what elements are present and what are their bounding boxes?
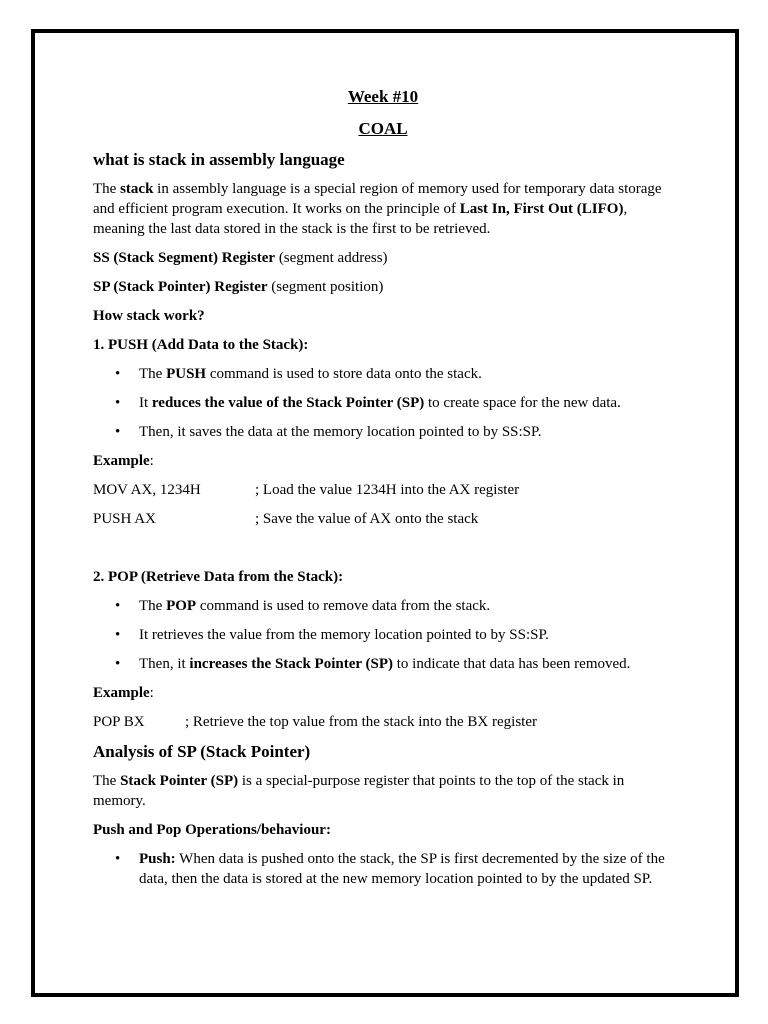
code-line (93, 509, 673, 529)
code-instruction: POP BX (93, 714, 145, 730)
pop-heading: 2. POP (Retrieve Data from the Stack): (93, 569, 344, 585)
pop-bullet-1: • The POP command is used to remove data from the stack. (93, 596, 673, 616)
code-comment: ; Retrieve the top value from the stack into the BX register (185, 714, 537, 730)
ss-register-line: SS (Stack Segment) Register (segment address) (93, 250, 388, 266)
analysis-heading: Analysis of SP (Stack Pointer) (93, 742, 311, 761)
sp-register-line: SP (Stack Pointer) Register (segment position) (93, 279, 384, 295)
how-stack-works-heading: How stack work? (93, 308, 205, 324)
intro-paragraph: The stack in assembly language is a special region of memory used for temporary data storage and efficient program execution. It works on the principle of Last In, First Out (LIFO), meaning the last data stored in the stack is the first to be retrieved. (93, 181, 662, 237)
push-operation-bullet: • Push: When data is pushed onto the stack, the SP is first decremented by the size of the data, then the data is stored at the new memory location pointed to by the updated SP. (93, 849, 673, 889)
pop-bullet-2: • It retrieves the value from the memory location pointed to by SS:SP. (93, 625, 673, 645)
week-title: Week #10 (347, 87, 419, 106)
pop-bullet-list (93, 596, 673, 674)
push-bullet-2: • It reduces the value of the Stack Pointer (SP) to create space for the new data. (93, 393, 673, 413)
code-comment: ; Load the value 1234H into the AX register (255, 482, 520, 498)
code-instruction: MOV AX, 1234H (93, 482, 201, 498)
code-comment: ; Save the value of AX onto the stack (255, 511, 479, 527)
document-body (93, 84, 673, 889)
code-instruction: PUSH AX (93, 511, 156, 527)
pop-example-label: Example: (93, 685, 154, 701)
push-bullet-3: • Then, it saves the data at the memory location pointed to by SS:SP. (93, 422, 673, 442)
push-pop-operations-heading: Push and Pop Operations/behaviour: (93, 822, 331, 838)
push-example-label: Example: (93, 453, 154, 469)
push-bullet-1: • The PUSH command is used to store data onto the stack. (93, 364, 673, 384)
code-line (93, 712, 673, 732)
blank-line (93, 529, 673, 558)
intro-heading: what is stack in assembly language (93, 150, 345, 169)
pop-bullet-3: • Then, it increases the Stack Pointer (SP) to indicate that data has been removed. (93, 654, 673, 674)
analysis-paragraph: The Stack Pointer (SP) is a special-purpose register that points to the top of the stack in memory. (93, 773, 625, 809)
course-title: COAL (358, 119, 408, 138)
push-heading: 1. PUSH (Add Data to the Stack): (93, 337, 309, 353)
push-bullet-list (93, 364, 673, 442)
operations-bullet-list (93, 849, 673, 889)
code-line (93, 480, 673, 500)
